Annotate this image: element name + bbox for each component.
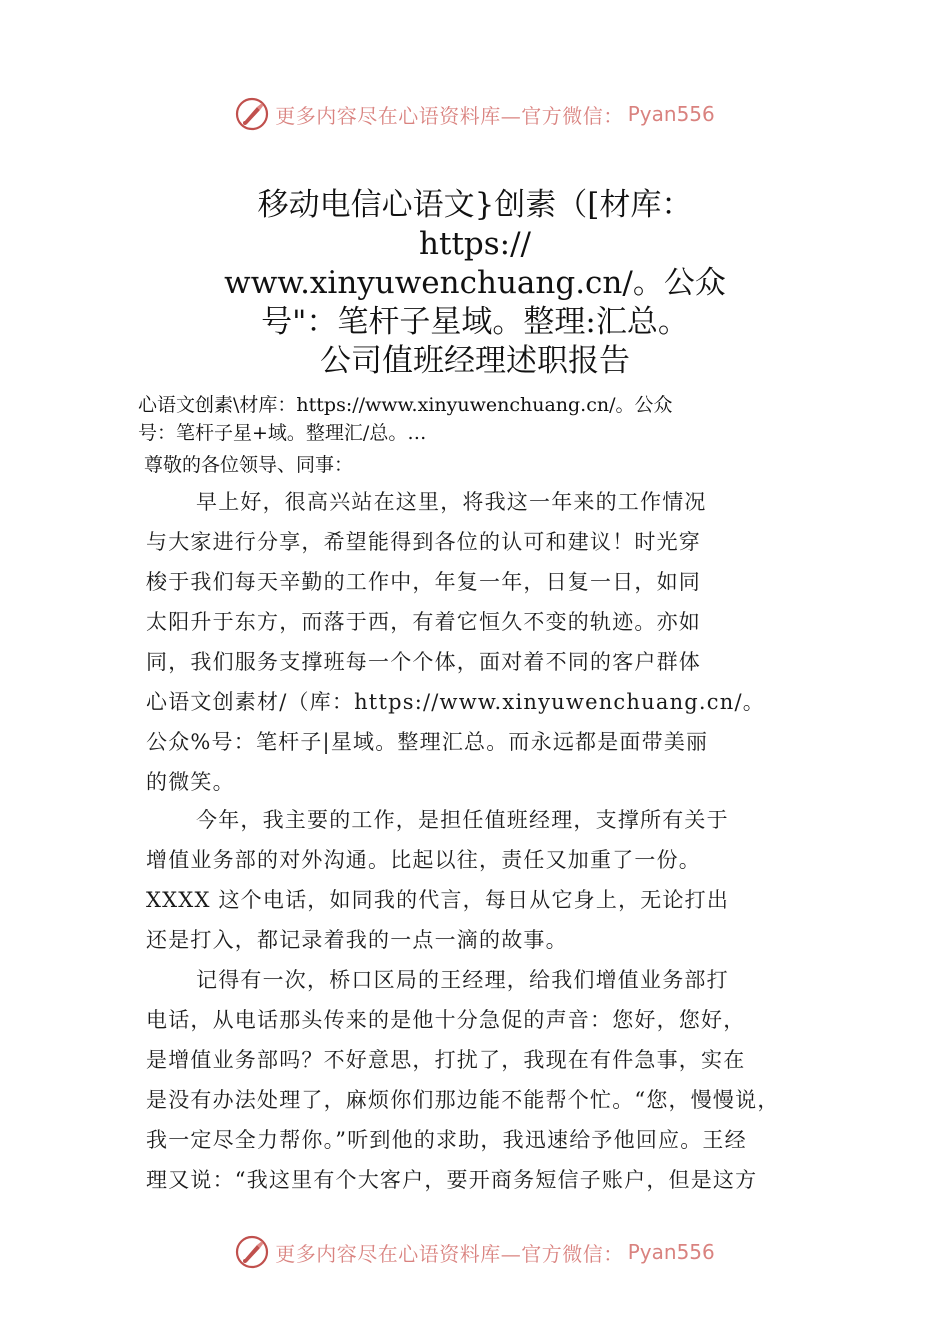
header-banner-wechat-id: Pyan556 (627, 102, 715, 126)
quill-logo-icon (235, 97, 269, 131)
footer-banner (0, 1232, 950, 1272)
title-line: 移动电信心语文}创素（[材库： (257, 187, 693, 223)
paragraph-line: 增值业务部的对外沟通。比起以往，责任又加重了一份。 (146, 848, 701, 872)
title-line: 号"：笔杆子星域。整理:汇总。 (261, 304, 689, 340)
paragraph-line: 电话，从电话那头传来的是他十分急促的声音：您好，您好， (146, 1008, 746, 1032)
body-paragraph (146, 800, 816, 960)
paragraph-line: 公众%号：笔杆子|星域。整理汇总。而永远都是面带美丽 (146, 730, 709, 754)
header-banner-text: 更多内容尽在心语资料库—官方微信： (275, 103, 624, 128)
header-banner (0, 94, 950, 134)
body-paragraph (146, 482, 816, 802)
paragraph-line: 是增值业务部吗？不好意思，打扰了，我现在有件急事，实在 (146, 1048, 746, 1072)
paragraph-line: 同，我们服务支撑班每一个个体，面对着不同的客户群体 (146, 650, 701, 674)
paragraph-line: 心语文创素材/（库：https://www.xinyuwenchuang.cn/。 (146, 690, 765, 714)
paragraph-line: 太阳升于东方，而落于西，有着它恒久不变的轨迹。亦如 (146, 610, 701, 634)
title-line: https:// (419, 226, 531, 262)
paragraph-line: 与大家进行分享，希望能得到各位的认可和建议！时光穿 (146, 530, 701, 554)
paragraph-line: 理又说：“我这里有个大客户，要开商务短信子账户，但是这方 (146, 1168, 758, 1192)
source-note-line: 心语文创素\材库：https://www.xinyuwenchuang.cn/。公众 (138, 394, 673, 416)
footer-banner-text: 更多内容尽在心语资料库—官方微信： (275, 1241, 624, 1266)
paragraph-line: 我一定尽全力帮你。”听到他的求助，我迅速给予他回应。王经 (146, 1128, 747, 1152)
paragraph-line: 还是打入，都记录着我的一点一滴的故事。 (146, 928, 568, 952)
paragraph-line: 今年，我主要的工作，是担任值班经理，支撑所有关于 (196, 808, 729, 832)
salutation: 尊敬的各位领导、同事： (144, 454, 354, 476)
document-title (150, 186, 800, 381)
body-paragraph (146, 960, 816, 1200)
paragraph-line: XXXX 这个电话，如同我的代言，每日从它身上，无论打出 (146, 888, 730, 912)
quill-logo-icon (235, 1235, 269, 1269)
paragraph-line: 是没有办法处理了，麻烦你们那边能不能帮个忙。“您，慢慢说， (146, 1088, 780, 1112)
title-line: www.xinyuwenchuang.cn/。公众 (224, 265, 726, 301)
paragraph-line: 记得有一次，桥口区局的王经理，给我们增值业务部打 (196, 968, 729, 992)
source-note-line: 号：笔杆子星+域。整理汇/总。… (138, 422, 427, 444)
paragraph-line: 的微笑。 (146, 770, 235, 794)
paragraph-line: 早上好，很高兴站在这里，将我这一年来的工作情况 (196, 490, 707, 514)
paragraph-line: 梭于我们每天辛勤的工作中，年复一年，日复一日，如同 (146, 570, 701, 594)
title-line: 公司值班经理述职报告 (320, 343, 630, 379)
footer-banner-wechat-id: Pyan556 (627, 1240, 715, 1264)
